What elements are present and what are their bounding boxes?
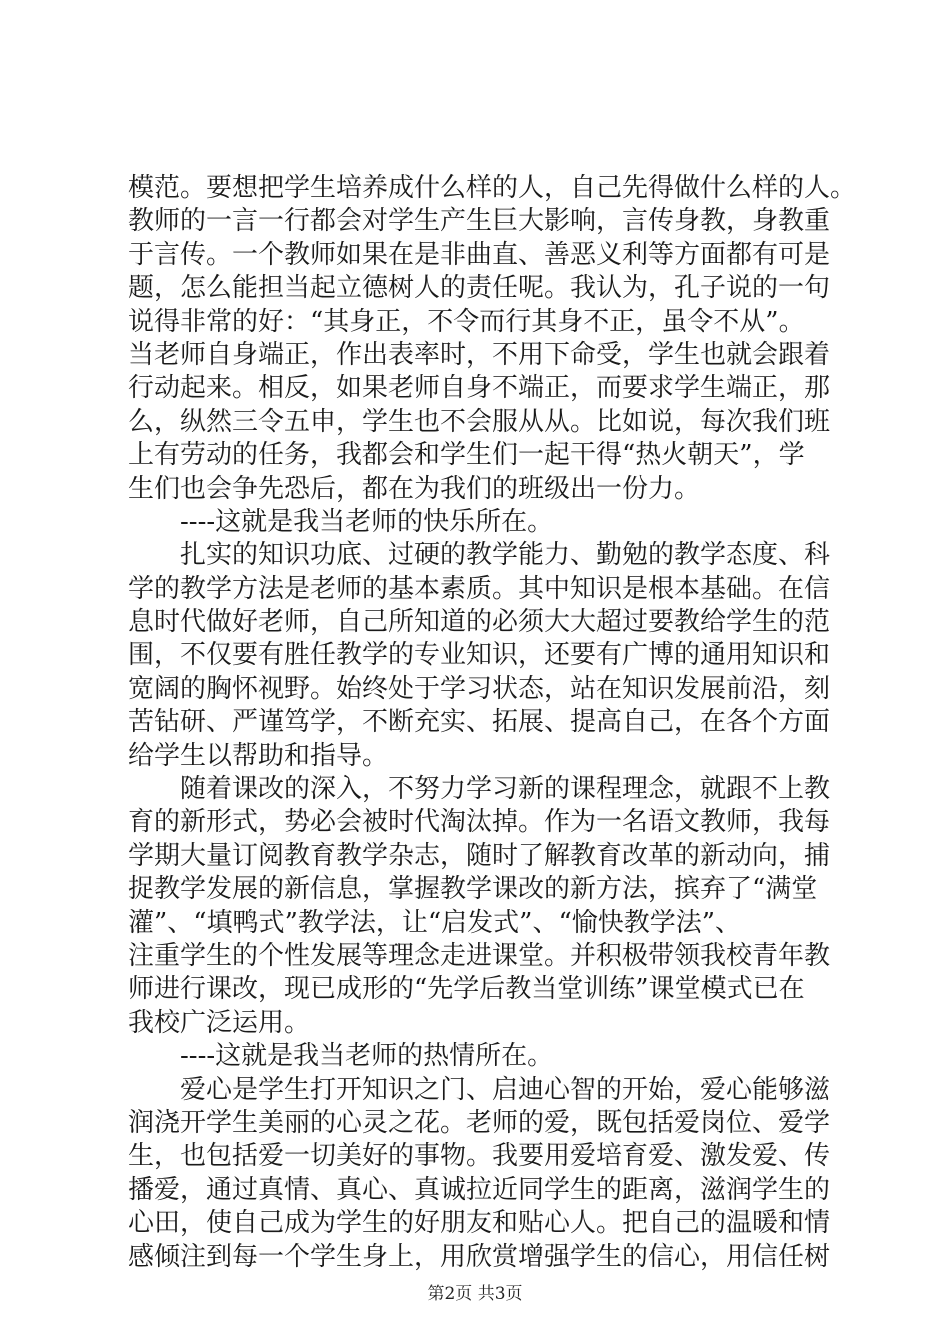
text-line: 随着课改的深入，不努力学习新的课程理念，就跟不上教 [180,774,831,805]
text-line: 当老师自身端正，作出表率时，不用下命受，学生也就会跟着 [128,339,831,370]
text-line: 我校广泛运用。 [128,1007,311,1038]
text-line: 宽阔的胸怀视野。始终处于学习状态，站在知识发展前沿，刻 [128,673,831,704]
text-line: 给学生以帮助和指导。 [128,740,389,771]
text-line: 行动起来。相反，如果老师自身不端正，而要求学生端正，那 [128,373,831,404]
text-line: ----这就是我当老师的快乐所在。 [180,506,554,537]
text-line: 爱心是学生打开知识之门、启迪心智的开始，爱心能够滋 [180,1074,831,1105]
text-line: 围，不仅要有胜任教学的专业知识，还要有广博的通用知识和 [128,640,831,671]
text-line: 感倾注到每一个学生身上，用欣赏增强学生的信心，用信任树 [128,1241,831,1272]
text-line: 扎实的知识功底、过硬的教学能力、勤勉的教学态度、科 [180,540,831,571]
text-line: 播爱，通过真情、真心、真诚拉近同学生的距离，滋润学生的 [128,1174,831,1205]
text-line: 上有劳动的任务，我都会和学生们一起干得“热火朝天”，学 [128,440,805,471]
text-line: 灌”、“填鸭式”教学法，让“启发式”、“愉快教学法”、 [128,907,742,938]
text-line: 润浇开学生美丽的心灵之花。老师的爱，既包括爱岗位、爱学 [128,1107,831,1138]
text-line: 教师的一言一行都会对学生产生巨大影响，言传身教，身教重 [128,206,831,237]
text-line: ----这就是我当老师的热情所在。 [180,1041,554,1072]
text-line: 学期大量订阅教育教学杂志，随时了解教育改革的新动向，捕 [128,840,831,871]
text-line: 于言传。一个教师如果在是非曲直、善恶义利等方面都有可是 [128,239,831,270]
text-line: 学的教学方法是老师的基本素质。其中知识是根本基础。在信 [128,573,831,604]
text-line: 心田，使自己成为学生的好朋友和贴心人。把自己的温暖和情 [128,1208,831,1239]
text-line: 题，怎么能担当起立德树人的责任呢。我认为，孔子说的一句 [128,273,831,304]
text-line: 育的新形式，势必会被时代淘汰掉。作为一名语文教师，我每 [128,807,831,838]
text-line: 捉教学发展的新信息，掌握教学课改的新方法，摈弃了“满堂 [128,874,818,905]
text-line: 生，也包括爱一切美好的事物。我要用爱培育爱、激发爱、传 [128,1141,831,1172]
text-line: 注重学生的个性发展等理念走进课堂。并积极带领我校青年教 [128,940,831,971]
text-line: 模范。要想把学生培养成什么样的人，自己先得做什么样的人。 [128,173,857,203]
text-line: 苦钻研、严谨笃学，不断充实、拓展、提高自己，在各个方面 [128,707,831,738]
text-line: 说得非常的好：“其身正，不令而行其身不正，虽令不从”。 [128,306,805,337]
text-line: 师进行课改，现已成形的“先学后教当堂训练”课堂模式已在 [128,974,805,1005]
text-line: 生们也会争先恐后，都在为我们的班级出一份力。 [128,473,701,504]
text-line: 息时代做好老师，自己所知道的必须大大超过要教给学生的范 [128,607,831,638]
page-footer: 第2页 共3页 [427,1284,523,1304]
body-text [128,172,857,1274]
text-line: 么，纵然三令五申，学生也不会服从从。比如说，每次我们班 [128,406,831,437]
